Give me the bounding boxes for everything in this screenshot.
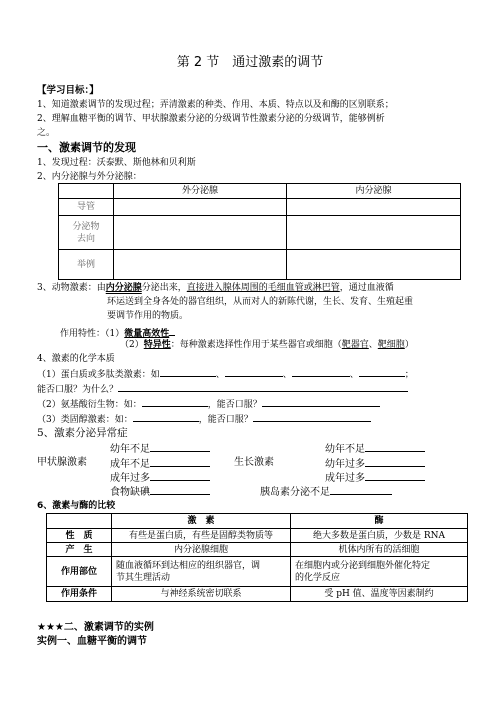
origin-enzyme: 机体内所有的活细胞 bbox=[291, 543, 468, 557]
hormone-def-line1: 3、动物激素：由内分泌腺分泌出来，直接进入腺体周围的毛细血管或淋巴管，通过血液循 bbox=[37, 283, 394, 293]
condition-enzyme: 受 pH 值、温度等因素制约 bbox=[291, 587, 468, 602]
nature-q2: （2）氨基酸衍生物：如： ，能否口服？ bbox=[37, 396, 380, 412]
growth-1: 幼年不足 bbox=[325, 441, 425, 457]
goal-item-2: 2、理解血糖平衡的调节、甲状腺激素分泌的分级调节性激素分泌的分级调节，能够例析 bbox=[37, 114, 385, 124]
origin-hormone: 内分泌腺细胞 bbox=[112, 543, 291, 557]
col-enzyme: 酶 bbox=[291, 514, 468, 529]
condition-hormone: 与神经系统密切联系 bbox=[112, 587, 291, 602]
row-site: 作用部位 bbox=[47, 557, 112, 587]
section1-heading: 一、激素调节的发现 bbox=[37, 141, 136, 154]
growth-2: 幼年过多 bbox=[325, 456, 425, 472]
disorders-heading: 5、激素分泌异常症 bbox=[37, 427, 128, 439]
nature-q3: （3）类固醇激素：如： ，能否口服？ bbox=[37, 411, 371, 427]
goal-item-2-cont: 之。 bbox=[37, 128, 56, 138]
row-nature: 性 质 bbox=[47, 529, 112, 543]
hormone-def-line2: 环运送到全身各处的器官组织，从而对人的新陈代谢，生长、发育、生殖起重 bbox=[107, 297, 414, 307]
page-title: 第 2 节 通过激素的调节 bbox=[176, 55, 324, 70]
thyroid-label: 甲状腺激素 bbox=[37, 457, 87, 468]
nature-hormone: 有些是蛋白质，有些是固醇类物质等 bbox=[112, 529, 291, 543]
feature-line1: 作用特性：（1）微量高效性 bbox=[60, 325, 175, 341]
thyroid-1: 幼年不足 bbox=[110, 441, 210, 457]
row-duct: 导管 bbox=[59, 199, 114, 216]
site-enzyme: 在细胞内或分泌到细胞外催化特定 的化学反应 bbox=[291, 557, 468, 587]
compare-heading: 6、激素与酶的比较 bbox=[37, 501, 116, 511]
goals-heading: 【学习目标：】 bbox=[37, 85, 99, 96]
row-secretion: 分泌物 去向 bbox=[59, 216, 114, 250]
site-hormone: 随血液循环到达相应的组织器官，调 节其生理活动 bbox=[112, 557, 291, 587]
row-condition: 作用条件 bbox=[47, 587, 112, 602]
col-endocrine: 内分泌腺 bbox=[287, 184, 461, 199]
nature-enzyme: 绝大多数是蛋白质，少数是 RNA bbox=[291, 529, 468, 543]
thyroid-4: 食物缺碘 bbox=[110, 484, 210, 500]
growth-3: 成年过多 bbox=[325, 470, 425, 486]
compare-table bbox=[46, 513, 468, 602]
growth-label: 生长激素 bbox=[234, 457, 274, 468]
nature-q1b: 能否口服？为什么？ bbox=[37, 381, 408, 397]
section1-p1: 1、发现过程：沃泰默、斯他林和贝利斯 bbox=[37, 158, 196, 168]
col-exocrine: 外分泌腺 bbox=[114, 184, 287, 199]
gland-table bbox=[58, 183, 461, 280]
section1-p2: 2、内分泌腺与外分泌腺： bbox=[37, 172, 142, 182]
section2-heading: ★★★二、激素调节的实例 bbox=[37, 622, 154, 633]
section2-sub: 实例一、血糖平衡的调节 bbox=[37, 636, 147, 647]
col-hormone: 激 素 bbox=[112, 514, 291, 529]
nature-q1: （1）蛋白质或多肽类激素：如 、 、 、 ； bbox=[37, 366, 414, 382]
hormone-def-line3: 要调节作用的物质。 bbox=[107, 311, 189, 321]
row-origin: 产 生 bbox=[47, 543, 112, 557]
feature-line2: （2）特异性：每种激素选择性作用于某些器官或细胞（靶器官、靶细胞） bbox=[120, 340, 414, 350]
insulin-line: 胰岛素分泌不足 bbox=[260, 484, 392, 500]
thyroid-2: 成年不足 bbox=[110, 456, 210, 472]
nature-heading: 4、激素的化学本质 bbox=[37, 354, 115, 364]
thyroid-3: 成年过多 bbox=[110, 470, 210, 486]
goal-item-1: 1、知道激素调节的发现过程；弄清激素的种类、作用、本质、特点以及和酶的区别联系； bbox=[37, 100, 394, 110]
row-example: 举例 bbox=[59, 250, 114, 280]
